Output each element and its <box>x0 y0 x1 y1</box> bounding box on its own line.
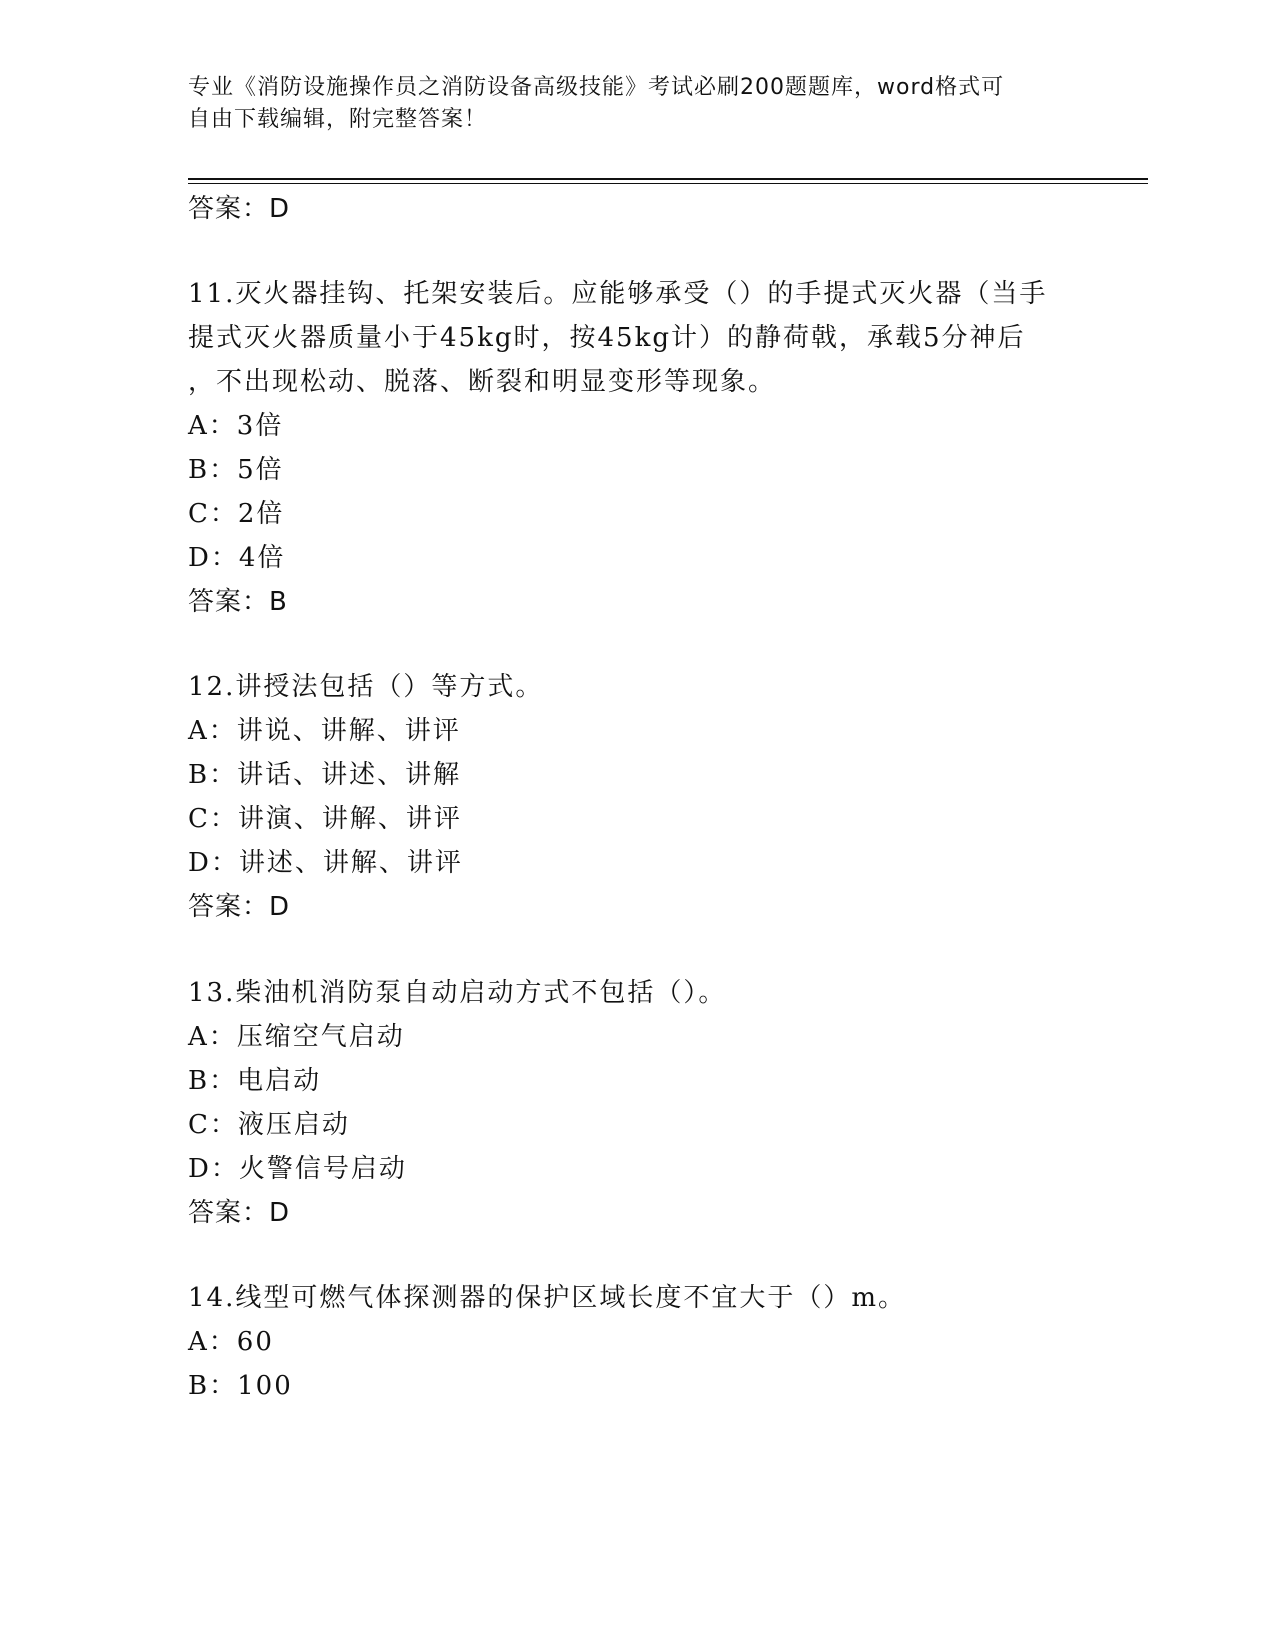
question-12-line-1: 12.讲授法包括（）等方式。 <box>188 672 544 702</box>
question-13-option-d: D：火警信号启动 <box>188 1154 407 1184</box>
question-11-option-b: B：5倍 <box>188 455 284 485</box>
question-13-option-a: A：压缩空气启动 <box>188 1022 405 1052</box>
question-14-option-b: B：100 <box>188 1371 293 1401</box>
answer-previous: 答案：D <box>188 194 291 224</box>
document-header <box>188 72 1068 136</box>
question-11-answer: 答案：B <box>188 587 288 617</box>
question-11-option-c: C：2倍 <box>188 499 285 529</box>
question-13-answer: 答案：D <box>188 1198 291 1228</box>
question-11-line-2: 提式灭火器质量小于45kg时，按45kg计）的静荷戟，承载5分神后 <box>188 323 1026 353</box>
question-12-answer: 答案：D <box>188 892 291 922</box>
question-13-line-1: 13.柴油机消防泵自动启动方式不包括（）。 <box>188 978 727 1008</box>
question-11-option-a: A：3倍 <box>188 411 284 441</box>
question-13-option-c: C：液压启动 <box>188 1110 350 1140</box>
question-13-option-b: B：电启动 <box>188 1066 322 1096</box>
question-12-option-d: D：讲述、讲解、讲评 <box>188 848 463 878</box>
question-12-option-a: A：讲说、讲解、讲评 <box>188 716 461 746</box>
question-12-option-c: C：讲演、讲解、讲评 <box>188 804 462 834</box>
question-11-line-3: ，不出现松动、脱落、断裂和明显变形等现象。 <box>188 367 777 397</box>
question-14-line-1: 14.线型可燃气体探测器的保护区域长度不宜大于（）m。 <box>188 1283 907 1313</box>
question-11-line-1: 11.灭火器挂钩、托架安装后。应能够承受（）的手提式灭火器（当手 <box>188 279 1048 309</box>
question-11-option-d: D：4倍 <box>188 543 286 573</box>
header-line-1: 专业《消防设施操作员之消防设备高级技能》考试必刷200题题库，word格式可 <box>188 75 1005 100</box>
question-14-option-a: A：60 <box>188 1327 274 1357</box>
question-12-option-b: B：讲话、讲述、讲解 <box>188 760 462 790</box>
header-line-2: 自由下载编辑，附完整答案！ <box>188 107 488 132</box>
header-divider <box>188 178 1148 184</box>
